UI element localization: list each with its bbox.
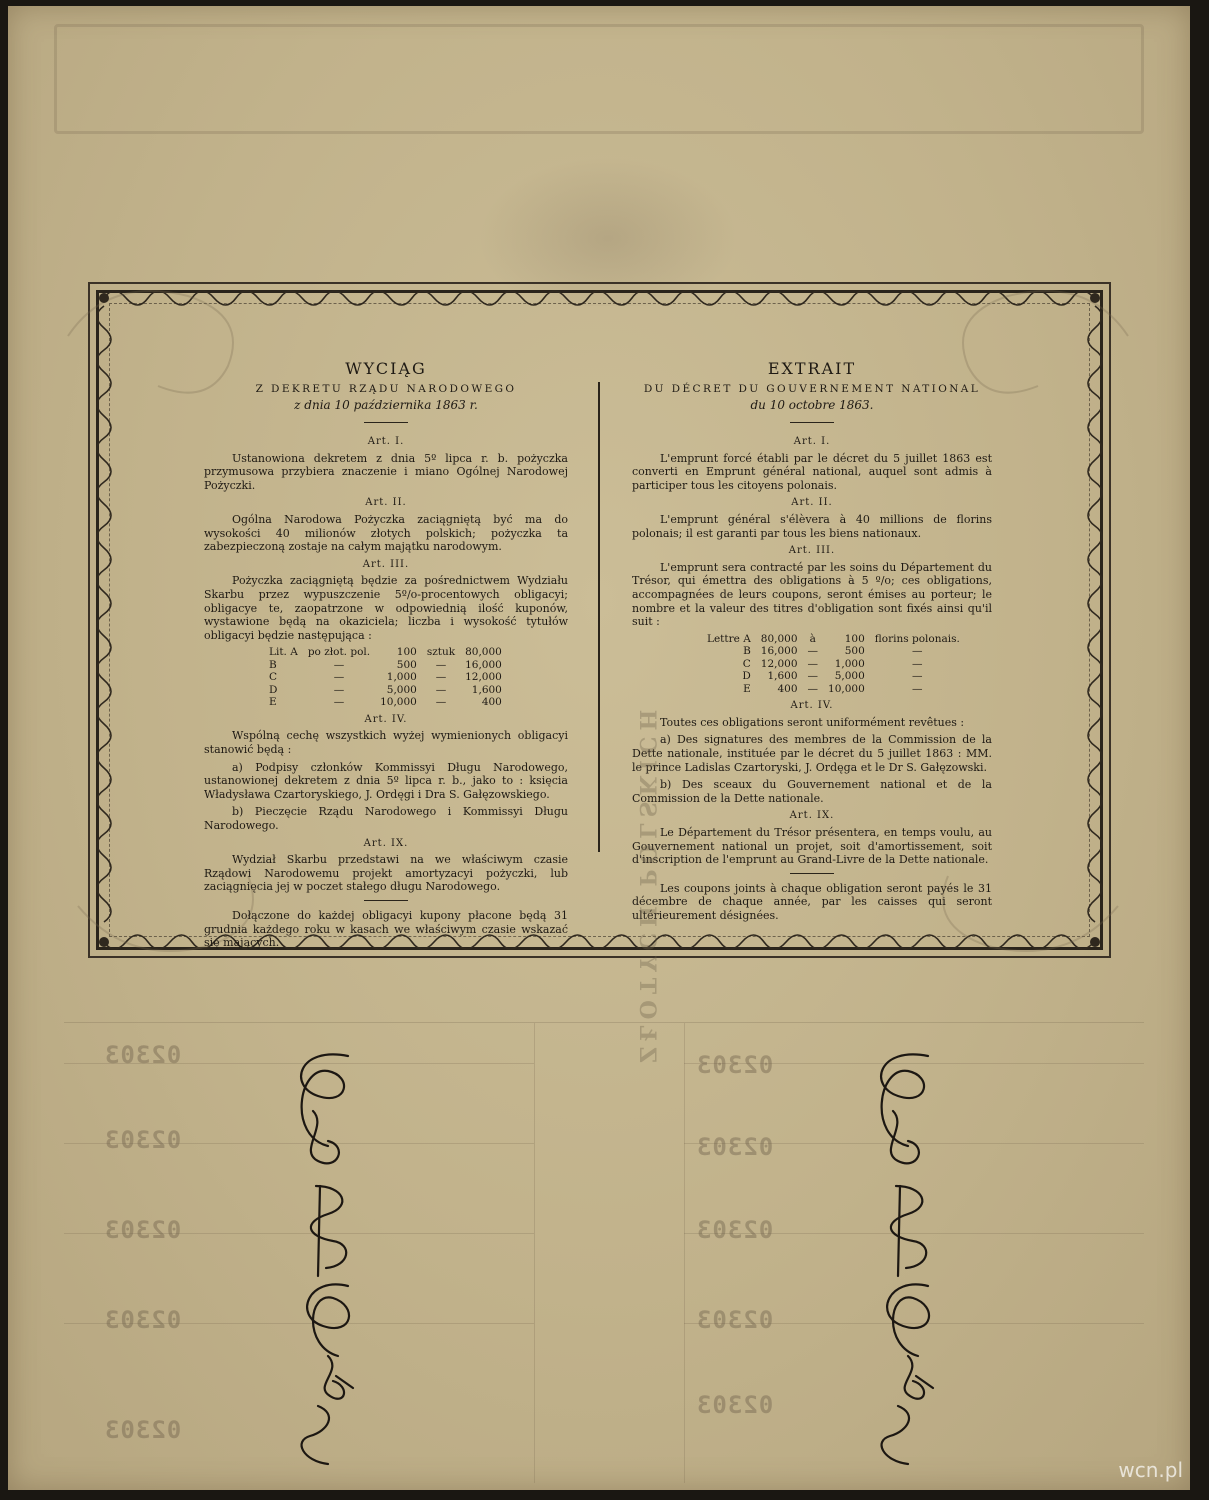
article-text: Wspólną cechę wszystkich wyżej wymienionych obligacyi stanowić będą : — [204, 729, 568, 756]
article-heading: Art. IV. — [790, 700, 834, 712]
article-text: b) Des sceaux du Gouvernement national et de la Commission de la Dette nationale. — [632, 778, 992, 805]
section-rule — [364, 900, 408, 901]
table-row: D 1,600 — 5,000 — — [742, 670, 923, 683]
article-heading: Art. III. — [788, 545, 836, 557]
table-row: Lit. A po złot. pol. 100 sztuk 80,000 — [269, 646, 502, 659]
bond-sheet — [8, 6, 1190, 1490]
french-date: du 10 octobre 1863. — [750, 398, 874, 412]
show-through-serial: 02303 — [104, 1126, 182, 1154]
column-divider — [598, 382, 600, 852]
show-through-serial: 02303 — [696, 1306, 774, 1334]
article-text: Toutes ces obligations seront uniformément revêtues : — [660, 715, 965, 729]
article-heading: Art. IX. — [363, 837, 409, 849]
denomination-table — [264, 646, 507, 709]
article-text: a) Des signatures des membres de la Commission de la Dette nationale, instituée par le décret du 5 juillet 1863 : MM. le prince Ladislas Czartoryski, J. Ordęga et le Dr S. Gałęzowski. — [632, 733, 992, 774]
polish-column — [204, 359, 568, 954]
show-through-serial: 02303 — [104, 1416, 182, 1444]
show-through-serial: 02303 — [104, 1306, 182, 1334]
table-row: E — 10,000 — 400 — [269, 696, 502, 709]
title-rule — [364, 422, 408, 423]
show-through-serial: 02303 — [104, 1041, 182, 1069]
show-through-serial: 02303 — [104, 1216, 182, 1244]
table-row: Lettre A 80,000 à 100 florins polonais. — [707, 632, 960, 645]
article-heading: Art. I. — [793, 436, 831, 447]
article-heading: Art. II. — [365, 497, 407, 509]
table-row: B — 500 — 16,000 — [269, 658, 502, 671]
watermark-text: wcn.pl — [1118, 1458, 1183, 1482]
article-text: Ustanowiona dekretem z dnia 5º lipca r. b. pożyczka przymusowa przybiera znaczenie i miano Ogólnej Narodowej Pożyczki. — [204, 451, 568, 492]
denomination-table — [702, 633, 965, 696]
polish-date: z dnia 10 października 1863 r. — [294, 398, 478, 412]
article-text: L'emprunt sera contracté par les soins du Département du Trésor, qui émettra des obligations à 5 º/o; ces obligations, accompagnées de leurs coupons, seront émises au porteur; le nombre et la valeur des titres d'obligation sont fixés ainsi qu'il suit : — [632, 560, 992, 629]
table-row: C — 1,000 — 12,000 — [269, 671, 502, 684]
show-through-serial: 02303 — [696, 1216, 774, 1244]
show-through-serial: 02303 — [696, 1391, 774, 1419]
table-row: D — 5,000 — 1,600 — [269, 683, 502, 696]
article-heading: Art. III. — [362, 558, 410, 570]
polish-subtitle: Z DEKRETU RZĄDU NARODOWEGO — [255, 383, 517, 395]
table-row: B 16,000 — 500 — — [743, 645, 923, 658]
article-text: Wydział Skarbu przedstawi na we właściwym czasie Rządowi Narodowemu projekt amortyzacyi pożyczki, lub zaciągnięcia jej w poczet stałego długu Narodowego. — [204, 853, 568, 894]
article-text: Les coupons joints à chaque obligation seront payés le 31 décembre de chaque année, par les caisses qui seront ultérieurement désignées. — [632, 881, 992, 922]
show-through-vertical-text: ZŁOTYCH POLSKICH — [634, 703, 660, 1063]
handwritten-signature-right — [838, 1036, 968, 1476]
french-title: EXTRAIT — [767, 359, 857, 378]
title-rule — [790, 422, 834, 423]
article-text: b) Pieczęcie Rządu Narodowego i Kommissyi Długu Narodowego. — [204, 805, 568, 832]
article-text: Ogólna Narodowa Pożyczka zaciągniętą być ma do wysokości 40 milionów złotych polskich; pożyczka ta zabezpieczoną zostaje na całym majątku narodowym. — [204, 512, 568, 554]
article-text: Dołączone do każdej obligacyi kupony płacone będą 31 grudnia każdego roku w kasach we właściwym czasie wskazać się mających. — [204, 908, 568, 950]
polish-title: WYCIĄG — [345, 359, 427, 378]
article-text: a) Podpisy członków Kommissyi Długu Narodowego, ustanowionej dekretem z dnia 5º lipca r. b., jako to : księcia Władysława Czartoryskiego, J. Ordęgi i Dra S. Gałęzowskiego. — [204, 760, 568, 801]
article-heading: Art. I. — [367, 436, 405, 447]
section-rule — [790, 873, 834, 874]
french-subtitle: DU DÉCRET DU GOUVERNEMENT NATIONAL — [643, 383, 981, 395]
article-text: Pożyczka zaciągniętą będzie za pośrednictwem Wydziału Skarbu przez wypuszczenie 5º/o-procentowych obligacyi; obligacye te, zaopatrzone w odpowiednią ilość kuponów, wystawione będą na okaziciela; liczba i wysokość tytułów obligacyi będzie następująca : — [204, 574, 568, 642]
article-text: L'emprunt forcé établi par le décret du 5 juillet 1863 est converti en Emprunt général national, auquel sont admis à participer tous les citoyens polonais. — [632, 451, 992, 492]
table-row: C 12,000 — 1,000 — — [742, 657, 923, 670]
article-heading: Art. II. — [791, 497, 833, 509]
show-through-serial: 02303 — [696, 1051, 774, 1079]
show-through-serial: 02303 — [696, 1133, 774, 1161]
article-heading: Art. IV. — [364, 713, 408, 725]
table-row: E 400 — 10,000 — — [743, 682, 923, 695]
article-heading: Art. IX. — [789, 810, 835, 822]
handwritten-signature-left — [258, 1036, 388, 1476]
french-column — [632, 359, 992, 927]
article-text: Le Département du Trésor présentera, en temps voulu, au Gouvernement national un projet, soit d'amortissement, soit d'inscription de l'emprunt au Grand-Livre de la Dette nationale. — [632, 825, 992, 867]
article-text: L'emprunt général s'élèvera à 40 millions de florins polonais; il est garanti par tous les biens nationaux. — [632, 512, 992, 540]
